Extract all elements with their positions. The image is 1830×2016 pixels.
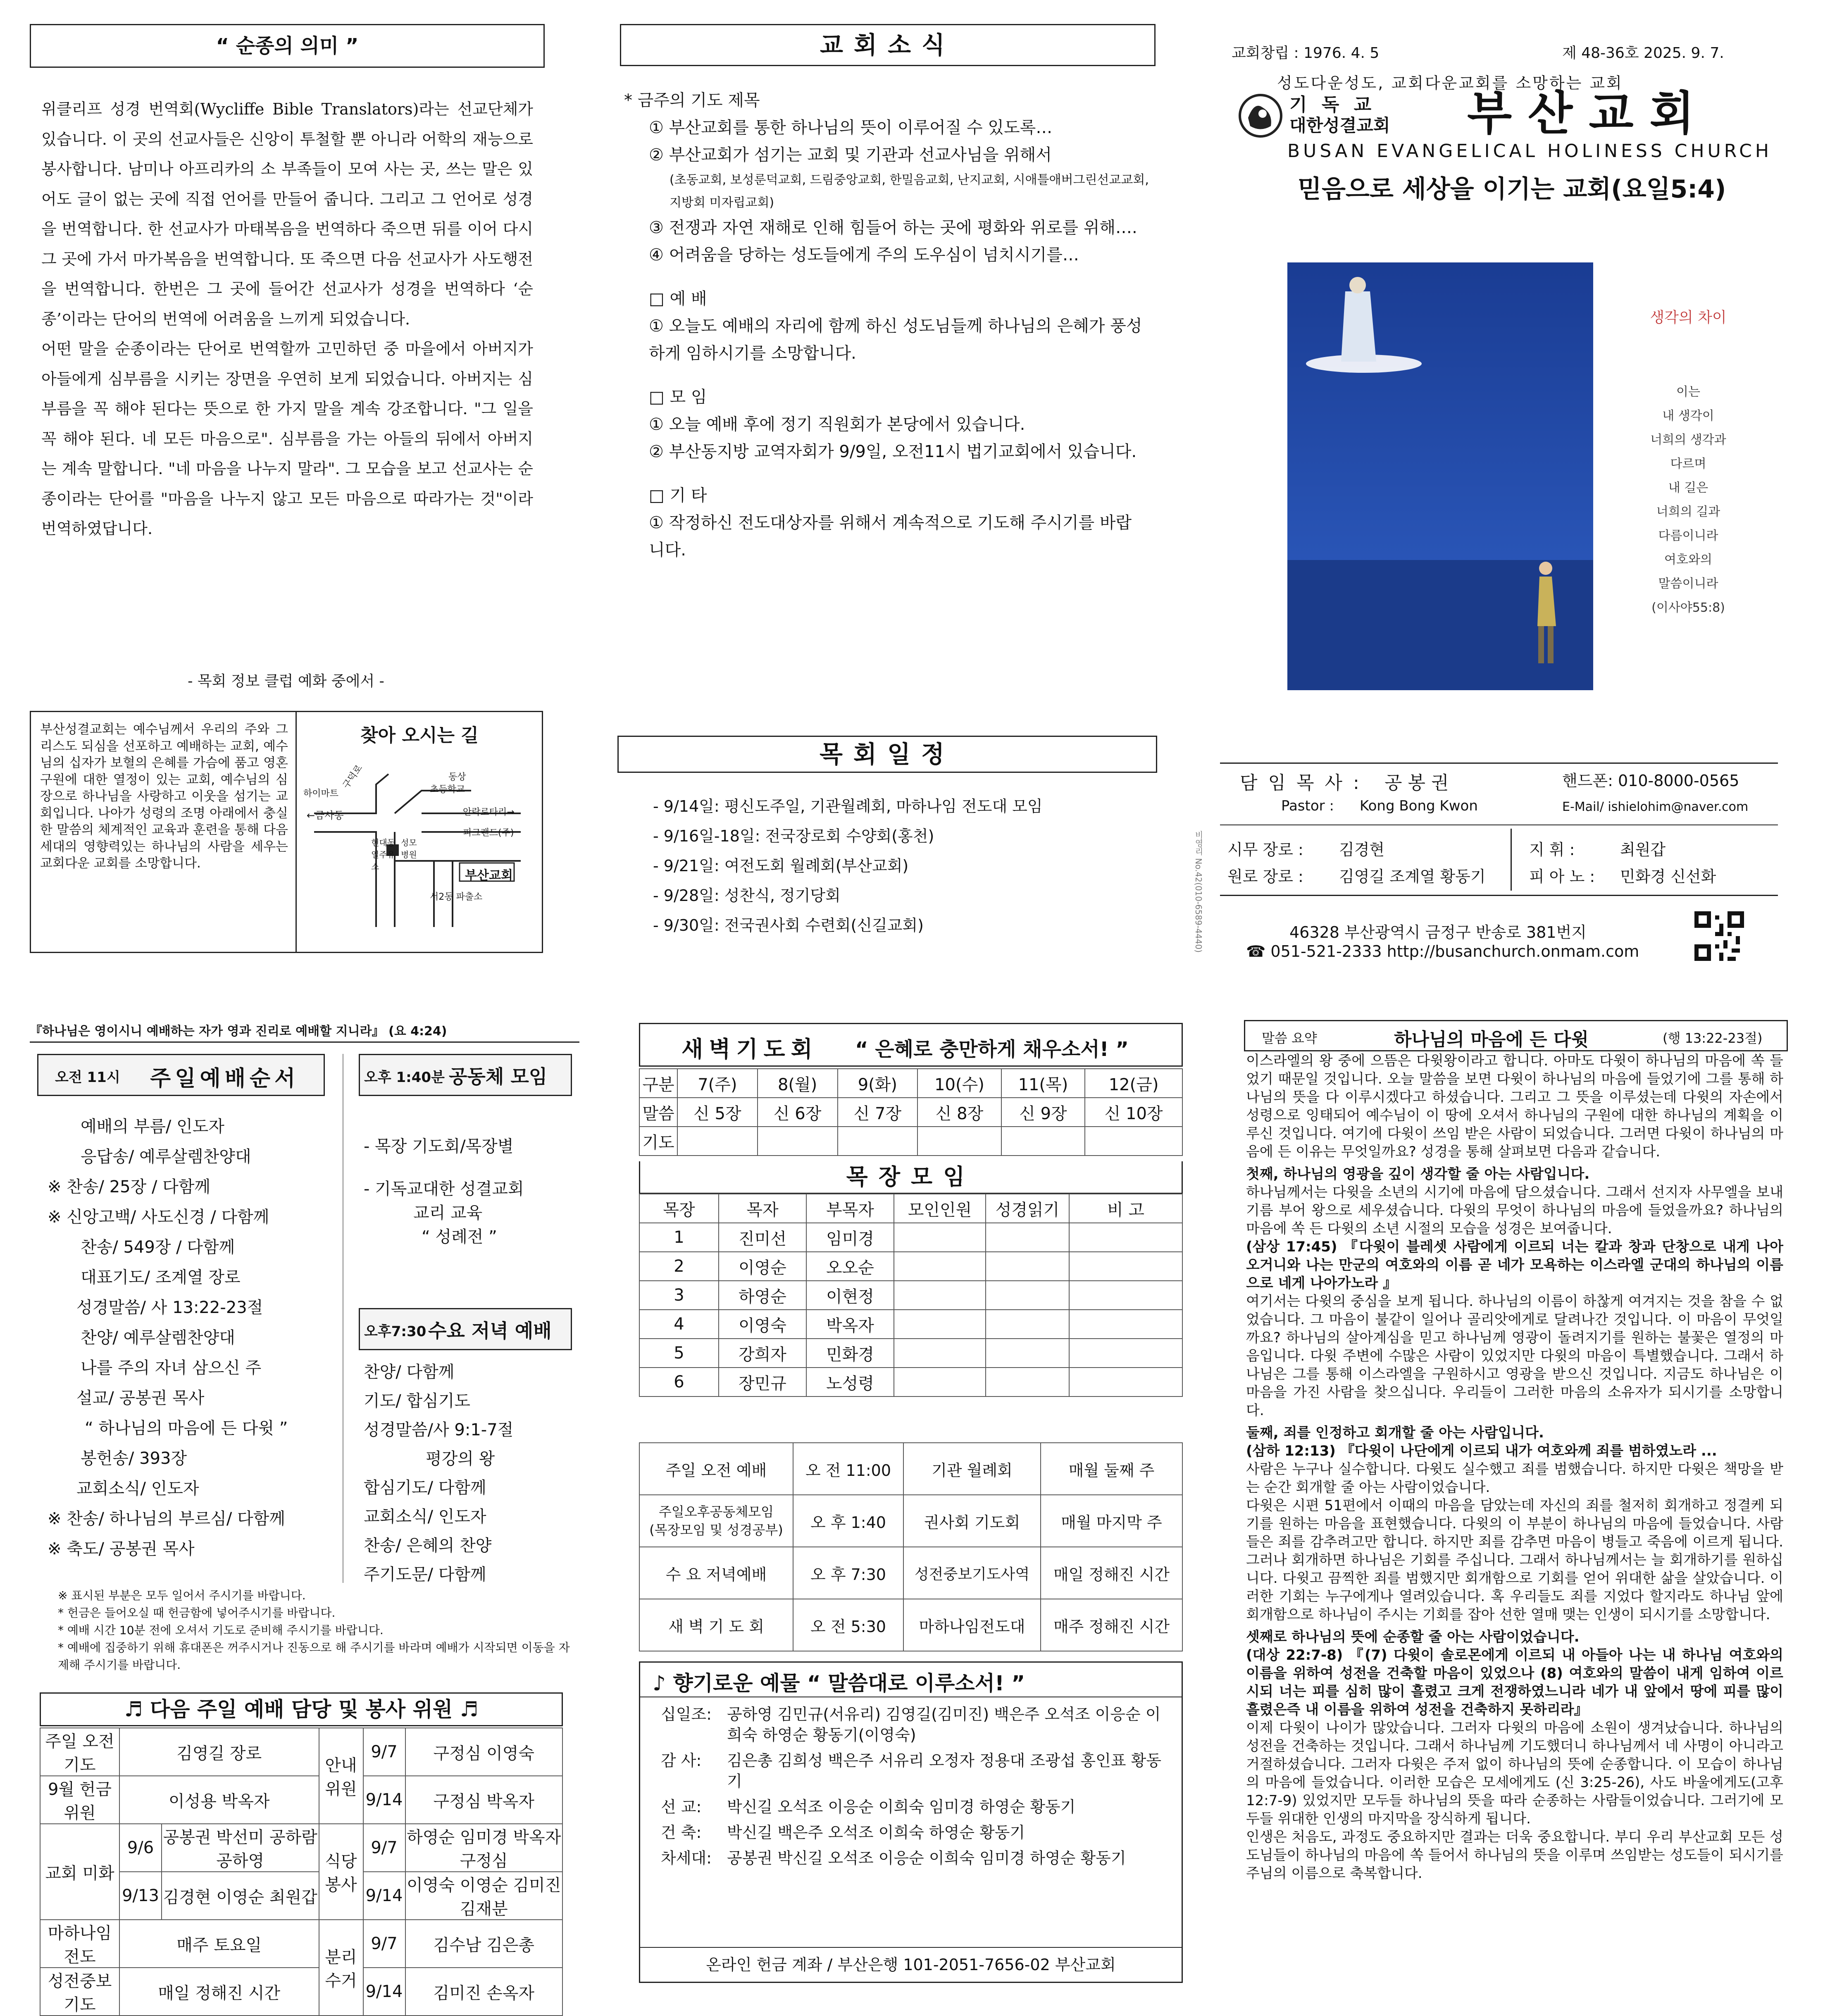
sermon-quote: (삼상 17:45) 『다윗이 블레셋 사람에게 이르되 너는 칼과 창과 단창으로 내게 나아 오거니와 나는 만군의 여호와의 이름 곧 네가 모욕하는 이스라엘 군대의 하나님의 이름으로 네게 나아가노라 』 xyxy=(1246,1239,1783,1292)
schedule-cell: 오 후 1:40 xyxy=(793,1495,903,1547)
divider xyxy=(342,1054,344,1583)
divider xyxy=(295,712,297,952)
duty-title: ♬ 다음 주일 예배 담당 및 봉사 위원 ♬ xyxy=(40,1692,563,1726)
duty-date: 9/14 xyxy=(363,1968,405,2016)
cell-leader: 이영순 xyxy=(719,1252,806,1281)
sermon-paragraph: 하나님께서는 다윗을 소년의 시기에 마음에 담으셨습니다. 그래서 선지자 사무엘을 보내 기름 부어 왕으로 세우셨습니다. 다윗의 무엇이 하나님의 마음에 들었을까요? 하나님의 마음에 쏙 든 다윗의 소년 시절의 모습을 성경은 보여줍니다. xyxy=(1246,1184,1783,1237)
duty-label: 성전중보기도 xyxy=(40,1968,119,2016)
order-item: 교회소식/ 인도자 xyxy=(76,1479,199,1498)
sermon-header xyxy=(1244,1020,1788,1051)
map-label: 초등학교 xyxy=(430,784,465,795)
schedule-cell: 마하나임전도대 xyxy=(903,1599,1041,1651)
duty-value: 이성용 박옥자 xyxy=(119,1776,319,1824)
cell-empty xyxy=(986,1368,1069,1396)
elder-name: 김경현 xyxy=(1339,841,1385,859)
sermon-quote: (대상 22:7-8) 『(7) 다윗이 솔로몬에게 이르되 내 아들아 나는 내 하나님 여호와의 이름을 위하여 성전을 건축할 마음이 있었으나 (8) 여호와의 말씀이 내게 임하여 이르시되 너는 피를 심히 많이 흘렸고 크게 전쟁하였느니라 네가 내 앞에서 땅에 피를 많이 흘렸은즉 내 이름을 위하여 성전을 건축하지 못하리라』 xyxy=(1246,1647,1783,1718)
art-verse xyxy=(1626,380,1750,620)
duty-value: 구정심 박옥자 xyxy=(405,1776,563,1824)
cell-empty xyxy=(1069,1252,1182,1281)
cell-subleader: 노성령 xyxy=(806,1368,894,1396)
etc-heading: □ 기 타 xyxy=(649,486,707,505)
rule xyxy=(1220,895,1778,896)
pm-item: - 목장 기도회/목장별 xyxy=(364,1137,514,1156)
duty-value: 이영숙 이영순 김미진 김재분 xyxy=(405,1872,563,1920)
schedule-cell: 기관 월례회 xyxy=(903,1443,1041,1495)
rule xyxy=(30,1041,579,1043)
schedule-cell: 매월 마지막 주 xyxy=(1041,1495,1182,1547)
cell-title: 목장모임 xyxy=(639,1161,1183,1194)
obedience-source: - 목회 정보 클럽 예화 중에서 - xyxy=(188,673,384,690)
meeting-item: ② 부산동지방 교역자회가 9/9일, 오전11시 법기교회에서 있습니다. xyxy=(649,442,1137,461)
wed-item: 평강의 왕 xyxy=(426,1449,495,1468)
cell-empty xyxy=(894,1281,986,1310)
order-item: 찬송/ 549장 / 다함께 xyxy=(81,1238,235,1257)
duty-date: 9/13 xyxy=(119,1872,162,1920)
pm-title: 공동체 모임 xyxy=(449,1065,548,1088)
denomination-1: 기 독 교 xyxy=(1289,94,1376,115)
worship-item: ① 오늘도 예배의 자리에 함께 하신 성도님들께 하나님의 은혜가 풍성하게 임하시기를 소망합니다. xyxy=(649,317,1142,363)
cell-empty xyxy=(1069,1339,1182,1368)
order-item: ※ 신앙고백/ 사도신경 / 다함께 xyxy=(48,1208,269,1227)
obedience-body: 위클리프 성경 번역회(Wycliffe Bible Translators)라는 선교단체가 있습니다. 이 곳의 선교사들은 신앙이 투철할 뿐 아니라 어학의 재능으로 봉사합니다. 남미나 아프리카의 소 부족들이 모여 사는 곳, 쓰는 말은 있어도 글이 없는 곳에 직접 언어를 만들어 줍니다. 그리고 그 언어로 성경을 번역합니다. 한 선교사가 마태복음을 번역하다 죽으면 뒤를 이어 다시 그 곳에 가서 마가복음을 번역합니다. 또 죽으면 다음 선교사가 사도행전을 번역합니다. 한번은 그 곳에 들어간 선교사가 성경을 번역하다 ‘순종’이라는 단어의 번역에 어려움을 느끼게 되었습니다. 어떤 말을 순종이라는 단어로 번역할까 고민하던 중 마을에서 아버지가 아들에게 심부름을 시키는 장면을 우연히 보게 되었습니다. 아버지는 심부름을 꼭 해야 된다는 뜻으로 한 가지 말을 계속 강조합니다. "그 일을 꼭 해야 된다. 네 모든 마음으로". 심부름을 가는 아들의 뒤에서 아버지는 계속 말합니다. "네 마음을 나누지 말라". 그 모습을 보고 선교사는 순종이라는 단어를 "마음을 나누지 않고 모든 마음으로 따라가는 것"이라 번역하였답니다. xyxy=(41,100,533,538)
order-item: ※ 축도/ 공봉권 목사 xyxy=(48,1539,195,1558)
schedule-cell: 매일 정해진 시간 xyxy=(1041,1547,1182,1599)
sermon-label: 말씀 요약 xyxy=(1262,1030,1317,1046)
wed-item: 합심기도/ 다함께 xyxy=(364,1478,486,1497)
cell-empty xyxy=(986,1252,1069,1281)
duty-label: 주일 오전 기도 xyxy=(40,1728,119,1776)
dawn-cell: 신 9장 xyxy=(1001,1098,1085,1127)
etc-item: ① 작정하신 전도대상자를 위해서 계속적으로 기도해 주시기를 바랍니다. xyxy=(649,513,1132,560)
cell-no: 6 xyxy=(639,1368,719,1396)
piano-names: 민화경 신선화 xyxy=(1620,867,1716,886)
news-content xyxy=(624,87,1157,564)
dawn-cell xyxy=(758,1127,838,1156)
cell-empty xyxy=(894,1252,986,1281)
cell-empty xyxy=(894,1223,986,1252)
duty-date: 9/14 xyxy=(363,1776,405,1824)
cell-header: 성경읽기 xyxy=(986,1194,1069,1223)
dawn-cell: 신 5장 xyxy=(677,1098,758,1127)
main-time: 오전 11시 xyxy=(55,1069,120,1086)
pastor-email: E-Mail/ ishielohim@naver.com xyxy=(1562,800,1749,814)
prayer-churches: (초동교회, 보성룬덕교회, 드림중앙교회, 한밀음교회, 난지교회, 시애틀애버그린선교교회, 지방회 미자립교회) xyxy=(670,173,1149,210)
cell-header: 목자 xyxy=(719,1194,806,1223)
schedule-cell: 매월 둘째 주 xyxy=(1041,1443,1182,1495)
verse-line: 다르며 xyxy=(1670,457,1706,471)
wed-service-header xyxy=(359,1308,572,1350)
offering-label: 십일조: xyxy=(661,1705,712,1723)
sermon-ref: (행 13:22-23절) xyxy=(1663,1030,1763,1046)
schedule-cell: 주일 오전 예배 xyxy=(639,1443,793,1495)
order-item: ※ 찬송/ 25장 / 다함께 xyxy=(48,1177,211,1196)
dawn-header xyxy=(639,1023,1183,1067)
sermon-paragraph: 사람은 누구나 실수합니다. 다윗도 실수했고 죄를 범했습니다. 하지만 다윗은 책망을 받는 순간 회개할 줄 아는 사람이었습니다. 다윗은 시편 51편에서 이때의 마음을 담았는데 자신의 죄를 철저히 회개하고 정결케 되기를 원하는 마음을 표현했습니다. 다윗의 이 부분이 하나님의 마음에 들었습니다. 사람들은 죄를 감추려고만 합니다. 하지만 죄를 감추면 마음이 병들고 죽음에 이르게 됩니다. 그러나 회개하면 하나님은 기회를 주십니다. 그래서 하나님께서는 늘 회개하기를 원하십니다. 다윗고 끔찍한 죄를 범했지만 회개함으로 기회를 얻어 위대한 삶을 살았습니다. 이러한 기회는 누구에게나 열려있습니다. 혹 우리들도 죄를 지었다 할지라도 하나님 앞에 회개함으로 하나님이 주시는 기회를 잡아 선한 열매 맺는 인생이 되시기를 소망합니다. xyxy=(1246,1461,1783,1623)
map-label: 성모병원 xyxy=(401,838,417,860)
order-item: 나를 주의 자녀 삼으신 주 xyxy=(81,1358,262,1377)
order-item: 대표기도/ 조계열 장로 xyxy=(81,1268,241,1287)
order-item: ※ 찬송/ 하나님의 부르심/ 다함께 xyxy=(48,1509,286,1528)
offering-title: ♪ 향기로운 예물 “ 말씀대로 이루소서! ” xyxy=(653,1671,1025,1695)
map-label: ←금사동 xyxy=(307,810,344,821)
cell-header: 모인인원 xyxy=(894,1194,986,1223)
dawn-theme: “ 은혜로 충만하게 채우소서! ” xyxy=(855,1038,1129,1061)
retired-label: 원로 장로 : xyxy=(1227,867,1303,886)
order-item: 봉헌송/ 393장 xyxy=(81,1449,187,1468)
rule xyxy=(640,1947,1182,1948)
wed-title: 수요 저녁 예배 xyxy=(428,1320,552,1342)
offering-names: 공봉권 박신길 오석조 이응순 이희숙 임미경 하영순 황동기 xyxy=(727,1849,1126,1867)
pastor-eng-name: Kong Bong Kwon xyxy=(1360,798,1478,814)
pm-item: “ 성례전 ” xyxy=(422,1227,497,1246)
schedule-cell: 주일오후공동체모임 (목장모임 및 성경공부) xyxy=(639,1495,793,1547)
sermon-paragraph: 여기서는 다윗의 중심을 보게 됩니다. 하나님의 이름이 하찮게 여겨지는 것을 참을 수 없었습니다. 그 마음이 불같이 일어나 골리앗에게로 달려나간 것입니다. 이 마음이 무엇일까요? 하나님의 살아계심을 믿고 하나님께 영광이 돌려지기를 원하는 불꽃은 열정의 마음입니다. 다윗 주변에 수많은 사람이 있었지만 다윗의 마음이 특별했습니다. 그래서 하나님은 그를 통해 이스라엘을 구원하시고 영광을 받으신 것입니다. 지금도 하나님은 이 마음을 가진 사람을 찾으십니다. 우리들이 그러한 마음의 소유자가 되시기를 소망합니다. xyxy=(1246,1293,1783,1419)
sermon-body xyxy=(1246,1052,1783,1988)
pastor-name: 공 봉 권 xyxy=(1384,772,1449,794)
divider xyxy=(1511,829,1512,891)
dawn-cell: 10(수) xyxy=(917,1069,1001,1098)
church-logo-icon xyxy=(1238,93,1283,138)
church-intro: 부산성결교회는 예수님께서 우리의 주와 그리스도 되심을 선포하고 예배하는 교회, 예수님의 십자가 보혈의 은혜를 가슴에 품고 영혼 구원에 대한 열정이 있는 교회, 예수님의 심장으로 하나님을 사랑하고 이웃을 섬기는 교회입니다. 나아가 성령의 조명 아래에서 충실한 말씀의 체계적인 교육과 훈련을 통해 다음 세대의 영향력있는 하나님의 사람을 세우는 교회다운 교회를 소망합니다. xyxy=(40,722,288,871)
qr-code-icon[interactable] xyxy=(1694,911,1744,961)
duty-date: 9/14 xyxy=(363,1872,405,1920)
cell-subleader: 이현정 xyxy=(806,1281,894,1310)
cell-subleader: 박옥자 xyxy=(806,1310,894,1339)
duty-table xyxy=(40,1728,563,2016)
verse-line: 너희의 길과 xyxy=(1656,505,1720,519)
cell-empty xyxy=(986,1339,1069,1368)
verse-header: 『하나님은 영이시니 예배하는 자가 영과 진리로 예배할 지니라』 (요 4:24) xyxy=(30,1024,447,1039)
order-item: 성경말씀/ 사 13:22-23절 xyxy=(76,1298,263,1317)
elder-label: 시무 장로 : xyxy=(1227,841,1303,859)
denomination-2: 대한성결교회 xyxy=(1289,115,1390,136)
duty-value: 구정심 이영숙 xyxy=(405,1728,563,1776)
pm-time: 오후 1:40분 xyxy=(364,1069,445,1086)
conductor-label: 지 휘 : xyxy=(1529,841,1575,859)
sermon-paragraph: 이제 다윗이 나이가 많았습니다. 그러자 다윗의 마음에 소원이 생겨났습니다. 하나님의 성전을 건축하는 것입니다. 그래서 하나님께 기도했더니 하나님께서 네 사명이 아니라고 거절하셨습니다. 그러자 다윗은 주저 없이 하나님의 뜻에 순종합니다. 이 모습이 하나님의 마음에 들었습니다. 이러한 모습은 모세에게도 (신 3:25-26), 사도 바울에게도(고후 12:7-9) 있었지만 모두들 하나님의 뜻을 따라 순종하는 사람들이었습니다. 그러기에 모두들 위대한 인생의 마지막을 장식하게 됩니다. 인생은 처음도, 과정도 중요하지만 결과는 더욱 중요합니다. 부디 우리 부산교회 모든 성도님들이 하나님의 마음에 쏙 들어서 하나님의 뜻을 이루며 쓰임받는 성도들이 되시기를 주님의 이름으로 축복합니다. xyxy=(1246,1720,1783,1882)
pm-item: 교리 교육 xyxy=(413,1203,483,1222)
dawn-cell xyxy=(1085,1127,1182,1156)
dawn-cell: 신 10장 xyxy=(1085,1098,1182,1127)
pm-service-header xyxy=(359,1054,572,1096)
registration-note: 비영리 No.42(010-6589-4440) xyxy=(1194,831,1203,953)
duty-value: 하영순 임미경 박옥자 구정심 xyxy=(405,1824,563,1872)
cell-empty xyxy=(1069,1223,1182,1252)
main-title: 주일예배순서 xyxy=(150,1066,300,1091)
offering-label: 선 교: xyxy=(661,1798,702,1816)
pm-order xyxy=(364,1134,574,1249)
meeting-item: ① 오늘 예배 후에 정기 직원회가 본당에서 있습니다. xyxy=(649,415,1025,434)
duty-date: 9/7 xyxy=(363,1920,405,1968)
duty-label: 교회 미화 xyxy=(40,1824,119,1920)
schedule-cell: 매주 정해진 시간 xyxy=(1041,1599,1182,1651)
cell-no: 3 xyxy=(639,1281,719,1310)
offering-names: 공하영 김민규(서유리) 김영길(김미진) 백은주 오석조 이응순 이희숙 하영순 황동기(이영숙) xyxy=(727,1705,1161,1744)
verse-line: 내 생각이 xyxy=(1662,409,1714,423)
schedule-item: - 9/14일: 평신도주일, 기관월례회, 마하나임 전도대 모임 xyxy=(653,797,1043,815)
cell-subleader: 민화경 xyxy=(806,1339,894,1368)
duty-value: 김수남 김은총 xyxy=(405,1920,563,1968)
cell-empty xyxy=(894,1339,986,1368)
note: * 헌금은 들어오실 때 헌금함에 넣어주시기를 바랍니다. xyxy=(58,1606,336,1620)
duty-value: 김경현 이영순 최원갑 xyxy=(162,1872,319,1920)
cell-leader: 진미선 xyxy=(719,1223,806,1252)
cell-header: 부목자 xyxy=(806,1194,894,1223)
prayer-item: ① 부산교회를 통한 하나님의 뜻이 이루어질 수 있도록… xyxy=(649,118,1053,137)
motto: 믿음으로 세상을 이기는 교회(요일5:4) xyxy=(1298,175,1726,204)
prayer-heading: * 금주의 기도 제목 xyxy=(624,91,760,110)
schedule-item: - 9/21일: 여전도회 월례회(부산교회) xyxy=(653,857,909,875)
dawn-cell: 말씀 xyxy=(639,1098,677,1127)
duty-label: 식당 봉사 xyxy=(319,1824,363,1920)
sermon-title: “ 하나님의 마음에 든 다윗 ” xyxy=(85,1419,288,1438)
verse-line: 말씀이니라 xyxy=(1658,577,1718,591)
dawn-cell: 8(월) xyxy=(758,1069,838,1098)
cell-no: 4 xyxy=(639,1310,719,1339)
wed-order xyxy=(364,1358,574,1589)
offering-label: 감 사: xyxy=(661,1751,702,1770)
offering-names: 김은총 김희성 백은주 서유리 오정자 정용대 조광섭 홍인표 황동기 xyxy=(727,1751,1162,1790)
offering-label: 차세대: xyxy=(661,1849,712,1867)
map-label: 하이마트 xyxy=(303,789,339,799)
pastor-schedule-title: 목회일정 xyxy=(617,736,1157,773)
cell-empty xyxy=(1069,1310,1182,1339)
schedule-item: - 9/28일: 성찬식, 정기당회 xyxy=(653,886,841,905)
map-title: 찾아 오시는 길 xyxy=(360,725,479,746)
wed-item: 찬송/ 은혜의 찬양 xyxy=(364,1536,492,1555)
sermon-heading: 둘째, 죄를 인정하고 회개할 줄 아는 사람입니다. xyxy=(1246,1425,1544,1441)
order-item: 예배의 부름/ 인도자 xyxy=(81,1117,225,1136)
verse-line: 이는 xyxy=(1676,385,1700,399)
obedience-title: “ 순종의 의미 ” xyxy=(30,24,545,68)
dawn-cell xyxy=(838,1127,918,1156)
duty-value: 매주 토요일 xyxy=(119,1920,319,1968)
pastor-schedule xyxy=(653,791,1149,940)
map-label: 피크랜드(주) xyxy=(463,828,514,838)
offering-names: 박신길 오석조 이응순 이희숙 임미경 하영순 황동기 xyxy=(727,1798,1076,1816)
cell-empty xyxy=(986,1310,1069,1339)
dawn-cell xyxy=(1001,1127,1085,1156)
note: ※ 표시된 부분은 모두 일어서 주시기를 바랍니다. xyxy=(58,1589,306,1602)
location-map xyxy=(298,712,541,952)
schedule-item: - 9/16일-18일: 전국장로회 수양회(홍천) xyxy=(653,827,934,845)
dawn-cell: 신 7장 xyxy=(838,1098,918,1127)
cell-leader: 이영숙 xyxy=(719,1310,806,1339)
cell-empty xyxy=(986,1281,1069,1310)
note: * 예배에 집중하기 위해 휴대폰은 꺼주시거나 진동으로 해 주시기를 바라며 예배가 시작되면 이동을 자제해 주시기를 바랍니다. xyxy=(58,1641,570,1672)
prayer-item: ④ 어려움을 당하는 성도들에게 주의 도우심이 넘치시기를… xyxy=(649,245,1079,265)
wed-item: 성경말씀/사 9:1-7절 xyxy=(364,1420,514,1439)
map-label: 구덕로 xyxy=(341,763,365,791)
map-label: 동상 xyxy=(448,772,466,782)
sermon-heading: 첫째, 하나님의 영광을 깊이 생각할 줄 아는 사람입니다. xyxy=(1246,1166,1590,1182)
offering-account: 온라인 헌금 계좌 / 부산은행 101-2051-7656-02 부산교회 xyxy=(706,1956,1116,1974)
verse-line: 너희의 생각과 xyxy=(1650,433,1726,447)
dawn-table xyxy=(639,1068,1183,1156)
duty-value: 김영길 장로 xyxy=(119,1728,319,1776)
duty-value: 매일 정해진 시간 xyxy=(119,1968,319,2016)
cell-table xyxy=(639,1194,1183,1397)
offering-box xyxy=(639,1661,1183,1983)
conductor-name: 최원갑 xyxy=(1620,841,1666,859)
prayer-item: ② 부산교회가 섬기는 교회 및 기관과 선교사님을 위해서 xyxy=(649,145,1052,164)
cell-empty xyxy=(1069,1368,1182,1396)
schedule-cell: 오 전 5:30 xyxy=(793,1599,903,1651)
dawn-cell: 기도 xyxy=(639,1127,677,1156)
sermon-heading: 셋째로 하나님의 뜻에 순종할 줄 아는 사람이었습니다. xyxy=(1246,1629,1580,1645)
cell-header: 비 고 xyxy=(1069,1194,1182,1223)
cell-empty xyxy=(986,1223,1069,1252)
rule xyxy=(1220,763,1778,764)
duty-label: 안내 위원 xyxy=(319,1728,363,1824)
schedule-cell: 오 전 11:00 xyxy=(793,1443,903,1495)
cell-no: 1 xyxy=(639,1223,719,1252)
sermon-paragraph: 이스라엘의 왕 중에 으뜸은 다윗왕이라고 합니다. 아마도 다윗이 하나님의 마음에 쏙 들었기 때문일 것입니다. 오늘 말씀을 보면 다윗이 하나님의 마음에 들었기에 그를 통해 하나님의 뜻을 다 이루시겠다고 하셨습니다. 그리고 그 뜻을 이루셨는데 다윗의 자손에서 성령으로 잉태되어 예수님이 이 땅에 오셔서 하나님의 구원에 대한 하나님의 계획을 이루신 것입니다. 여기에 다윗이 쓰임 받은 사람이 되었습니다. 그러면 다윗이 하나님의 마음에 든 이유는 무엇일까요? 성경을 통해 살펴보면 다음과 같습니다. xyxy=(1246,1053,1783,1160)
offering-label: 건 축: xyxy=(661,1823,702,1842)
dawn-cell: 11(목) xyxy=(1001,1069,1085,1098)
dawn-cell: 신 6장 xyxy=(758,1098,838,1127)
schedule-cell: 새 벽 기 도 회 xyxy=(639,1599,793,1651)
main-order xyxy=(48,1112,337,1564)
pm-item: - 기독교대한 성결교회 xyxy=(364,1180,524,1199)
service-notes xyxy=(58,1587,579,1674)
art-title: 생각의 차이 xyxy=(1650,309,1727,326)
meeting-heading: □ 모 임 xyxy=(649,388,707,407)
offering-list xyxy=(661,1704,1173,1873)
cell-leader: 장민규 xyxy=(719,1368,806,1396)
contact: ☎ 051-521-2333 http://busanchurch.onmam.com xyxy=(1246,942,1639,960)
map-label: 현대동일주유소 xyxy=(371,838,395,872)
dawn-title: 새벽기도회 xyxy=(681,1036,818,1062)
dawn-cell: 신 8장 xyxy=(917,1098,1001,1127)
sermon-title: 하나님의 마음에 든 다윗 xyxy=(1394,1029,1589,1050)
slogan: 성도다운성도, 교회다운교회를 소망하는 교회 xyxy=(1277,74,1623,92)
dawn-cell: 12(금) xyxy=(1085,1069,1182,1098)
order-item: 응답송/ 예루살렘찬양대 xyxy=(81,1147,251,1166)
address: 46328 부산광역시 금정구 반송로 381번지 xyxy=(1289,923,1587,941)
cell-empty xyxy=(894,1368,986,1396)
dawn-cell xyxy=(917,1127,1001,1156)
prayer-item: ③ 전쟁과 자연 재해로 인해 힘들어 하는 곳에 평화와 위로를 위해…. xyxy=(649,218,1137,237)
verse-line: 여호와의 xyxy=(1664,553,1712,567)
duty-date: 9/7 xyxy=(363,1824,405,1872)
church-name: 부 산 교 회 xyxy=(1467,87,1694,141)
wed-item: 기도/ 합심기도 xyxy=(364,1392,471,1411)
schedule-item: - 9/30일: 전국권사회 수련회(신길교회) xyxy=(653,916,924,934)
church-intro-box xyxy=(30,711,543,953)
wed-item: 교회소식/ 인도자 xyxy=(364,1507,486,1526)
duty-date: 9/7 xyxy=(363,1728,405,1776)
duty-date: 9/6 xyxy=(119,1824,162,1872)
cell-empty xyxy=(894,1310,986,1339)
church-name-english: BUSAN EVANGELICAL HOLINESS CHURCH xyxy=(1287,141,1772,162)
duty-value: 김미진 손옥자 xyxy=(405,1968,563,2016)
order-item: 찬양/ 예루살렘찬양대 xyxy=(81,1328,235,1347)
issue-number: 제 48-36호 2025. 9. 7. xyxy=(1562,45,1724,62)
dawn-cell: 9(화) xyxy=(838,1069,918,1098)
pastor-label: 담 임 목 사 : xyxy=(1240,772,1362,794)
dawn-cell: 7(주) xyxy=(677,1069,758,1098)
piano-label: 피 아 노 : xyxy=(1529,867,1595,886)
map-label: 안락로타리→ xyxy=(463,807,515,817)
verse-line: (이사야55:8) xyxy=(1651,601,1725,615)
cell-leader: 하영순 xyxy=(719,1281,806,1310)
duty-label: 분리 수거 xyxy=(319,1920,363,2016)
order-item: 설교/ 공봉권 목사 xyxy=(76,1389,205,1408)
note: * 예배 시간 10분 전에 오셔서 기도로 준비해 주시기를 바랍니다. xyxy=(58,1623,384,1637)
cell-no: 5 xyxy=(639,1339,719,1368)
wed-time: 오후7:30 xyxy=(364,1323,427,1340)
duty-label: 9월 헌금위원 xyxy=(40,1776,119,1824)
news-title: 교회소식 xyxy=(620,24,1156,66)
cell-subleader: 임미경 xyxy=(806,1223,894,1252)
dawn-cell xyxy=(677,1127,758,1156)
schedule-cell: 오 후 7:30 xyxy=(793,1547,903,1599)
dawn-cell: 구분 xyxy=(639,1069,677,1098)
pastor-phone: 핸드폰: 010-8000-0565 xyxy=(1562,772,1739,790)
schedule-cell: 성전중보기도사역 xyxy=(903,1547,1041,1599)
duty-value: 공봉권 박선미 공하람 공하영 xyxy=(162,1824,319,1872)
schedule-cell: 수 요 저녁예배 xyxy=(639,1547,793,1599)
cell-leader: 강희자 xyxy=(719,1339,806,1368)
worship-heading: □ 예 배 xyxy=(649,289,707,308)
service-schedule-table xyxy=(639,1442,1183,1651)
cell-subleader: 오오순 xyxy=(806,1252,894,1281)
offering-names: 박신길 백은주 오석조 이희숙 하영순 황동기 xyxy=(727,1823,1025,1842)
verse-line: 다름이니라 xyxy=(1658,529,1718,543)
figures xyxy=(1287,262,1593,690)
cell-header: 목장 xyxy=(639,1194,719,1223)
cell-empty xyxy=(1069,1281,1182,1310)
wed-item: 주기도문/ 다함께 xyxy=(364,1565,486,1584)
retired-names: 김영길 조계열 황동기 xyxy=(1339,867,1486,886)
cell-no: 2 xyxy=(639,1252,719,1281)
cover-illustration xyxy=(1287,262,1593,690)
duty-label: 마하나임전도 xyxy=(40,1920,119,1968)
main-service-header xyxy=(37,1054,325,1096)
verse-line: 내 길은 xyxy=(1668,481,1708,495)
wed-item: 찬양/ 다함께 xyxy=(364,1363,455,1382)
map-label: 부산교회 xyxy=(465,868,513,883)
sermon-quote: (삼하 12:13) 『다윗이 나단에게 이르되 내가 여호와께 죄를 범하였노라 ... xyxy=(1246,1443,1717,1459)
founded-date: 교회창립 : 1976. 4. 5 xyxy=(1232,45,1380,62)
pastor-eng-label: Pastor : xyxy=(1281,798,1334,814)
schedule-cell: 권사회 기도회 xyxy=(903,1495,1041,1547)
map-label: 서2동 파출소 xyxy=(430,892,483,902)
